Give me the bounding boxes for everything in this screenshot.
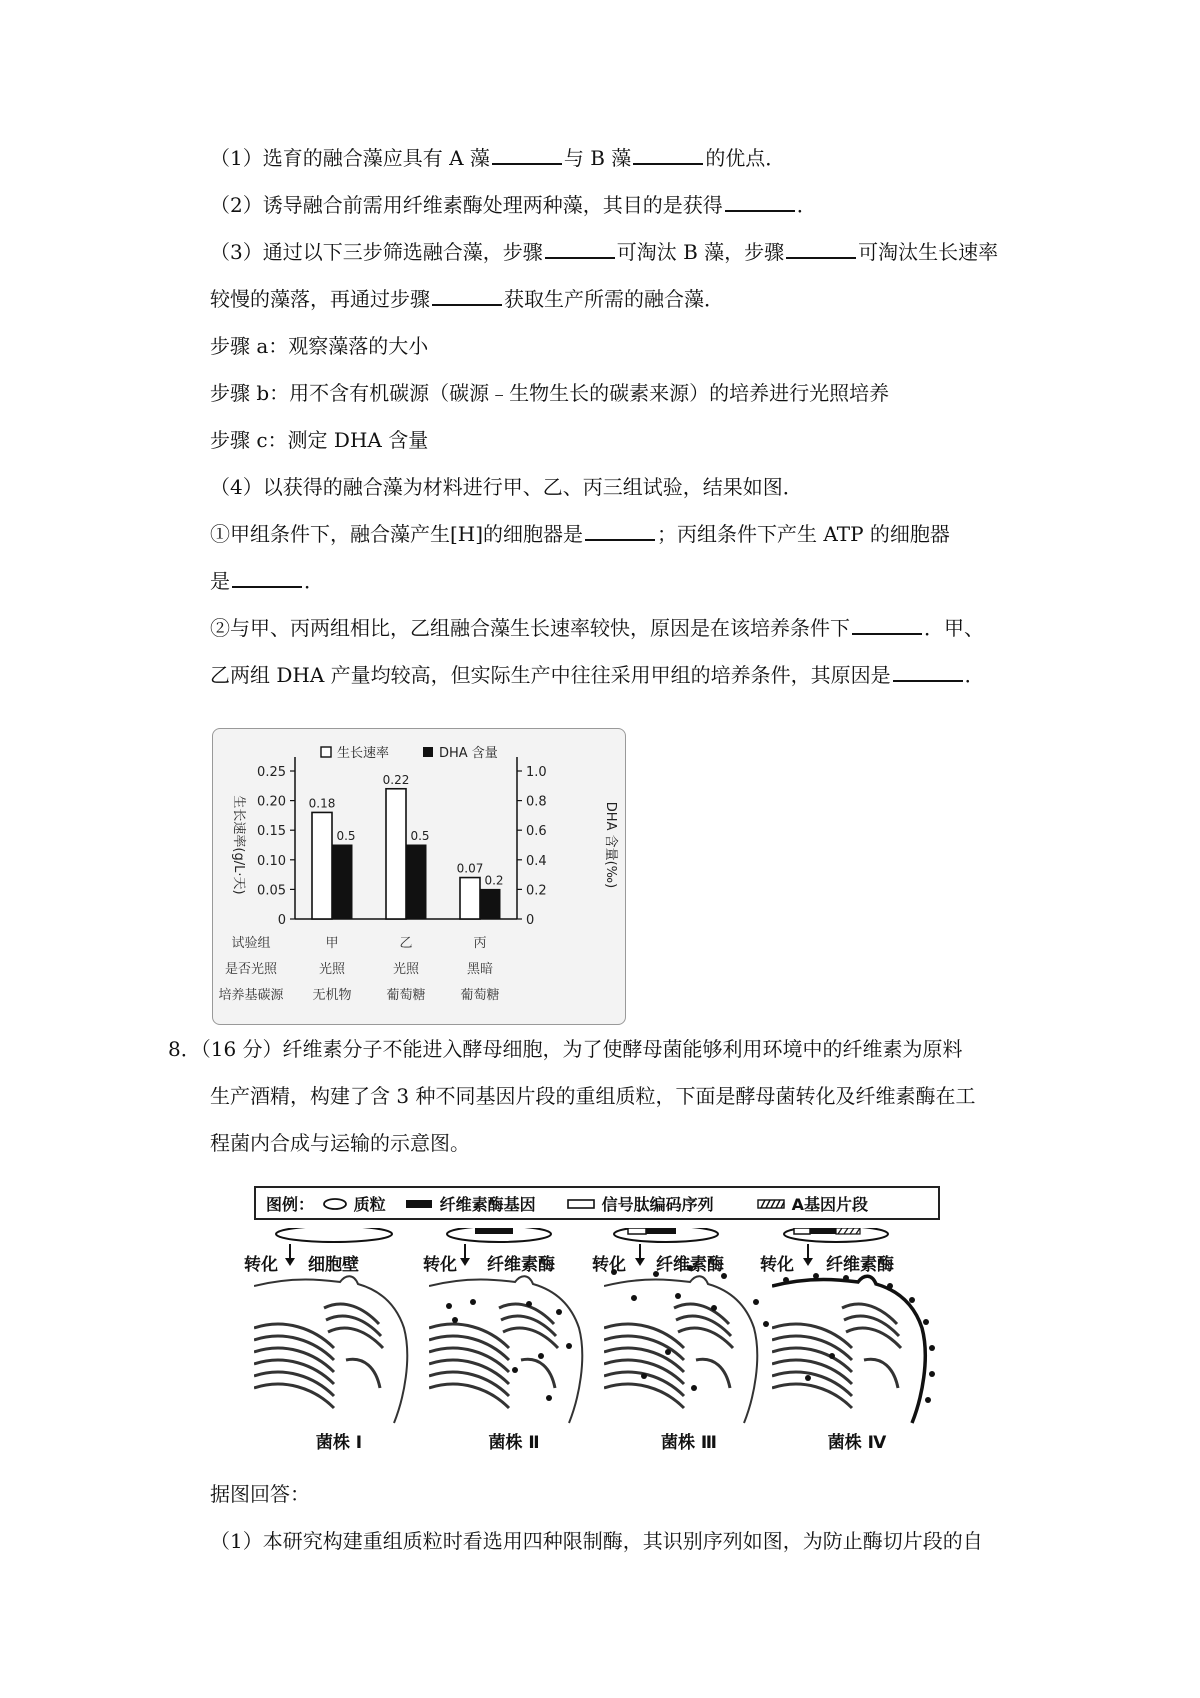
step-b: 步骤 b：用不含有机碳源（碳源﹣生物生长的碳素来源）的培养进行光照培养	[210, 381, 890, 405]
legend-item-cellulase-gene	[404, 1192, 536, 1215]
text: 是	[210, 569, 230, 593]
legend-item-plasmid	[322, 1192, 386, 1215]
cellulase-label: 纤维素酶	[487, 1255, 555, 1275]
step-a: 步骤 a：观察藻落的大小	[210, 334, 429, 358]
text: 的优点．	[705, 146, 786, 170]
light-condition: 光照	[318, 962, 346, 977]
y-tick-label-right: 0.4	[526, 853, 547, 869]
answer-blank[interactable]	[725, 192, 795, 212]
text: 乙两组 DHA 产量均较高，但实际生产中往往采用甲组的培养条件，其原因是	[210, 663, 891, 687]
y-tick-label-right: 1.0	[526, 765, 547, 780]
carbon-source: 无机物	[312, 988, 352, 1003]
strain-label: 菌株 Ⅱ	[488, 1433, 540, 1453]
text: ．	[304, 569, 324, 593]
text: （2）诱导融合前需用纤维素酶处理两种藻，其目的是获得	[210, 193, 723, 217]
answer-blank[interactable]	[893, 662, 963, 682]
transform-label: 转化	[760, 1255, 794, 1275]
strain-panel-4	[760, 1228, 942, 1453]
q8-line1: 8．（16 分）纤维素分子不能进入酵母细胞，为了使酵母菌能够利用环境中的纤维素为原料	[168, 1037, 963, 1061]
text: 较慢的藻落，再通过步骤	[210, 287, 430, 311]
row-header-light: 是否光照	[224, 962, 278, 977]
y-tick-label-left: 0	[277, 913, 286, 928]
legend-title: 图例：	[266, 1195, 315, 1214]
text: ；丙组条件下产生 ATP 的细胞器	[657, 522, 950, 546]
strain-label: 菌株 Ⅰ	[315, 1433, 363, 1453]
dha-bar-chart	[212, 728, 626, 1025]
y-tick-label-left: 0.25	[257, 765, 286, 780]
text: 获取生产所需的融合藻．	[504, 287, 724, 311]
text: （3）通过以下三步筛选融合藻，步骤	[210, 240, 543, 264]
signal-peptide-icon	[566, 1197, 596, 1211]
q8-line3: 程菌内合成与运输的示意图。	[210, 1131, 470, 1155]
cellulase-gene-icon	[404, 1197, 434, 1211]
cellulase-label: 纤维素酶	[826, 1255, 894, 1275]
bar-dha-content	[406, 845, 426, 919]
legend-label-dha: DHA 含量	[439, 746, 498, 761]
bar-label-growth: 0.07	[456, 861, 484, 876]
answer-blank[interactable]	[545, 239, 615, 259]
q8-line2: 生产酒精，构建了含 3 种不同基因片段的重组质粒，下面是酵母菌转化及纤维素酶在工	[210, 1084, 976, 1108]
legend-item-a-gene	[756, 1192, 868, 1215]
bar-label-growth: 0.22	[382, 772, 410, 787]
bar-growth-rate	[312, 812, 332, 919]
q7-part1	[210, 145, 785, 171]
q7-part2	[210, 192, 817, 218]
answer-intro: 据图回答：	[210, 1482, 310, 1506]
transform-label: 转化	[244, 1255, 278, 1275]
transformation-figure	[244, 1186, 942, 1456]
q7-part3-cont	[210, 286, 724, 312]
chart-svg	[213, 729, 625, 1024]
y-axis-title-right: DHA 含量(‰)	[603, 801, 618, 889]
text: （1）选育的融合藻应具有 A 藻	[210, 146, 490, 170]
legend-label-growth: 生长速率	[337, 746, 390, 761]
strain-panel-1	[244, 1228, 424, 1453]
category-label: 丙	[473, 936, 487, 951]
y-tick-label-right: 0.8	[526, 794, 547, 810]
step-c: 步骤 c：测定 DHA 含量	[210, 428, 429, 452]
answer-blank[interactable]	[232, 568, 302, 588]
y-axis-title-left: 生长速率(g/L·天)	[231, 795, 246, 895]
answer-blank[interactable]	[432, 286, 502, 306]
y-tick-label-left: 0.15	[257, 824, 286, 840]
answer-blank[interactable]	[585, 521, 655, 541]
y-tick-label-right: 0	[526, 913, 535, 928]
text: ．	[964, 663, 985, 687]
q7-part4: （4）以获得的融合藻为材料进行甲、乙、丙三组试验，结果如图．	[210, 475, 803, 499]
transform-label: 转化	[423, 1255, 457, 1275]
legend-label: 信号肽编码序列	[601, 1195, 714, 1214]
bar-label-dha: 0.5	[410, 829, 430, 843]
cell-wall-label: 细胞壁	[308, 1255, 359, 1275]
row-header-group: 试验组	[231, 936, 271, 951]
bar-dha-content	[480, 889, 500, 919]
text: ①甲组条件下，融合藻产生[H]的细胞器是	[210, 522, 584, 546]
answer-blank[interactable]	[633, 145, 703, 165]
y-tick-label-right: 0.2	[526, 883, 547, 899]
bar-dha-content	[332, 845, 352, 919]
a-gene-fragment-icon	[756, 1197, 786, 1211]
y-tick-label-right: 0.6	[526, 824, 547, 840]
strain-panel-3	[592, 1228, 774, 1453]
answer-blank[interactable]	[786, 239, 856, 259]
category-label: 甲	[325, 936, 339, 951]
bar-label-dha: 0.2	[484, 873, 504, 888]
y-tick-label-left: 0.20	[257, 794, 286, 810]
y-tick-label-left: 0.10	[257, 853, 286, 869]
q7-part3	[210, 239, 998, 265]
figure-legend	[254, 1186, 940, 1220]
y-tick-label-left: 0.05	[257, 883, 286, 899]
light-condition: 黑暗	[466, 962, 494, 977]
legend-swatch-dha	[423, 747, 433, 757]
bar-growth-rate	[386, 789, 406, 919]
legend-label: A基因片段	[791, 1195, 868, 1214]
legend-item-signal-peptide	[566, 1192, 714, 1215]
q7-part4-1-cont	[210, 568, 324, 594]
text: 可淘汰生长速率	[858, 240, 999, 264]
q8-part1: （1）本研究构建重组质粒时看选用四种限制酶，其识别序列如图，为防止酶切片段的自	[210, 1529, 983, 1553]
plasmid-icon	[322, 1197, 348, 1211]
strain-label: 菌株 Ⅳ	[827, 1433, 887, 1453]
text: ②与甲、丙两组相比，乙组融合藻生长速率较快，原因是在该培养条件下	[210, 616, 850, 640]
cellulase-label: 纤维素酶	[656, 1255, 724, 1275]
text: ．甲、	[924, 616, 984, 640]
strain-panel-2	[423, 1228, 599, 1453]
category-label: 乙	[399, 936, 413, 951]
row-header-carbon: 培养基碳源	[218, 988, 284, 1003]
bar-label-dha: 0.5	[336, 829, 356, 843]
q7-part4-2-cont	[210, 662, 985, 688]
carbon-source: 葡萄糖	[386, 988, 426, 1003]
carbon-source: 葡萄糖	[460, 988, 500, 1003]
legend-label: 质粒	[353, 1195, 386, 1214]
legend-swatch-growth	[321, 747, 331, 757]
light-condition: 光照	[392, 962, 420, 977]
bar-label-growth: 0.18	[308, 796, 336, 811]
q7-part4-2	[210, 615, 984, 641]
q7-part4-1	[210, 521, 950, 547]
strain-label: 菌株 Ⅲ	[661, 1433, 717, 1453]
transform-label: 转化	[592, 1255, 626, 1275]
text: 与 B 藻	[563, 146, 632, 170]
bar-growth-rate	[460, 878, 480, 919]
text: ．	[796, 193, 817, 217]
answer-blank[interactable]	[492, 145, 562, 165]
text: 可淘汰 B 藻，步骤	[616, 240, 785, 264]
legend-label: 纤维素酶基因	[439, 1195, 536, 1214]
answer-blank[interactable]	[852, 615, 922, 635]
